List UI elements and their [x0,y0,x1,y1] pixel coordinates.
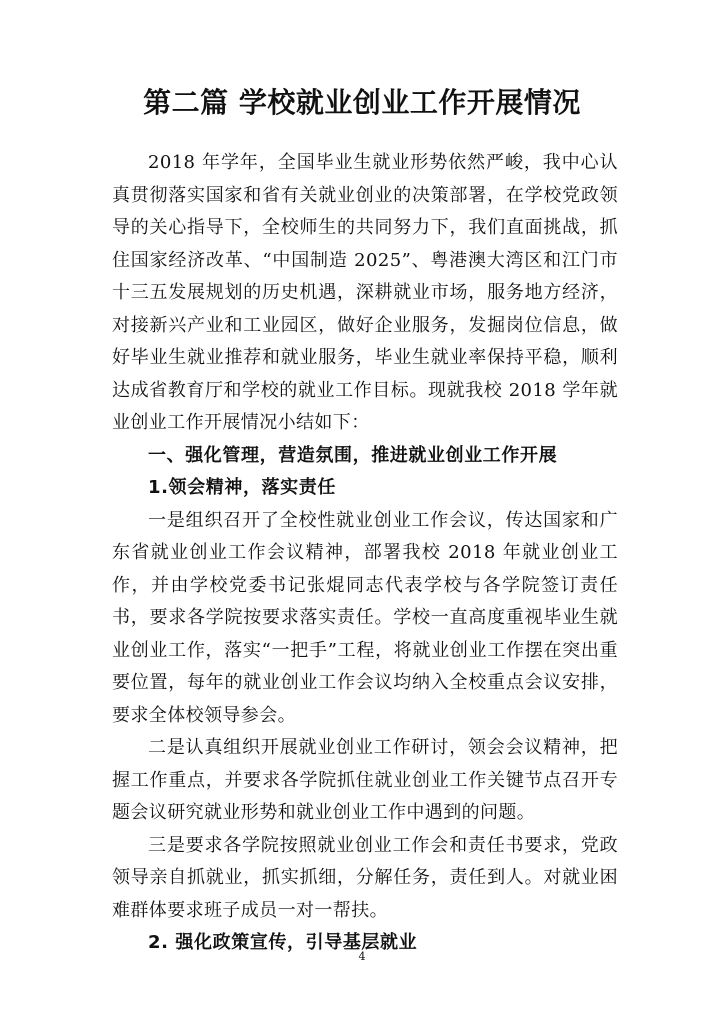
page-title: 第二篇 学校就业创业工作开展情况 [143,86,581,119]
paragraph-2: 二是认真组织开展就业创业工作研讨，领会会议精神，把握工作重点，并要求各学院抓住就业创业工作关键节点召开专题会议研究就业形势和就业创业工作中遇到的问题。 [112,737,618,823]
document-body [112,147,618,960]
section-heading-1: 一、强化管理，营造氛围，推进就业创业工作开展 [148,444,558,466]
intro-paragraph: 2018 年学年，全国毕业生就业形势依然严峻，我中心认真贯彻落实国家和省有关就业创业的决策部署，在学校党政领导的关心指导下，全校师生的共同努力下，我们直面挑战，抓住国家经济改革、“中国制造 2025”、粤港澳大湾区和江门市十三五发展规划的历史机遇，深耕就业市场，服务地方经济，对接新兴产业和工业园区，做好企业服务，发掘岗位信息，做好毕业生就业推荐和就业服务，毕业生就业率保持平稳，顺利达成省教育厅和学校的就业工作目标。现就我校 2018 学年就业创业工作开展情况小结如下： [112,152,618,433]
paragraph-1: 一是组织召开了全校性就业创业工作会议，传达国家和广东省就业创业工作会议精神，部署我校 2018 年就业创业工作，并由学校党委书记张焜同志代表学校与各学院签订责任书，要求各学院按要求落实责任。学校一直高度重视毕业生就业创业工作，落实“一把手”工程，将就业创业工作摆在突出重要位置，每年的就业创业工作会议均纳入全校重点会议安排，要求全体校领导参会。 [112,509,618,726]
subsection-heading-1-2: 2. 强化政策宣传，引导基层就业 [148,932,418,953]
paragraph-3: 三是要求各学院按照就业创业工作会和责任书要求，党政领导亲自抓就业，抓实抓细，分解任务，责任到人。对就业困难群体要求班子成员一对一帮扶。 [112,834,618,921]
subsection-heading-1-1: 1.领会精神，落实责任 [148,477,336,498]
page-number: 4 [358,950,366,963]
